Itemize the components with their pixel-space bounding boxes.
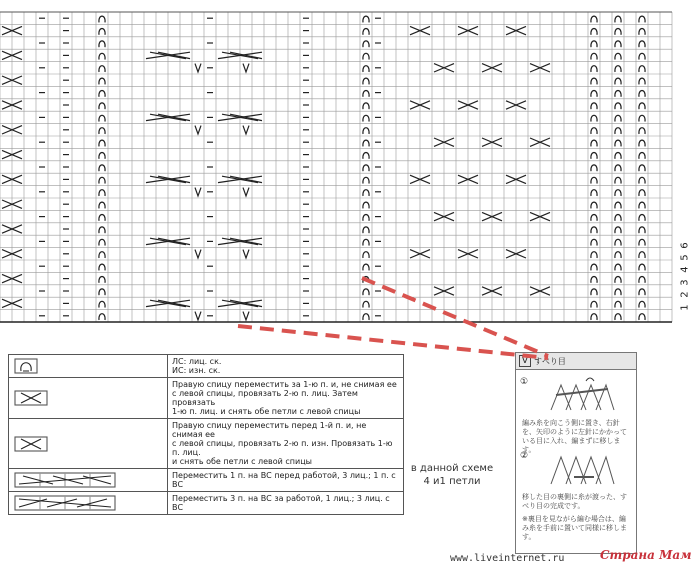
twisted-knit-mark xyxy=(99,165,105,171)
note-line-1: в данной схеме xyxy=(410,463,494,474)
legend-text-line: Правую спицу переместить за 1-ю п. и, не снимая ее xyxy=(172,380,397,389)
twisted-knit-mark xyxy=(99,277,105,283)
twisted-knit-mark xyxy=(363,264,369,270)
legend-table xyxy=(8,354,404,515)
twisted-knit-mark xyxy=(363,128,369,134)
legend-text-line: с левой спицы, провязать 2-ю п. изн. Провязать 1-ю п. лиц. xyxy=(172,439,393,457)
twisted-knit-mark xyxy=(363,78,369,84)
twisted-knit-mark xyxy=(591,103,597,109)
cable-3-1-front-icon xyxy=(13,472,153,488)
legend-text-cell xyxy=(168,469,404,492)
slip-stitch-mark xyxy=(195,312,201,320)
twisted-knit-mark xyxy=(639,215,645,221)
twisted-knit-mark xyxy=(639,41,645,47)
twisted-knit-mark xyxy=(591,264,597,270)
twisted-knit-mark xyxy=(615,239,621,245)
twisted-knit-mark xyxy=(591,202,597,208)
step-1-text: 編み糸を向こう側に置き、右針を、矢印のように左針にかかっている目に入れ、編まずに移します。 xyxy=(522,419,627,454)
legend-text-line: Переместить 3 п. на ВС за работой, 1 лиц.; 3 лиц. с ВС xyxy=(172,494,390,512)
brand-logo: Страна Мам xyxy=(600,548,692,562)
twisted-knit-mark xyxy=(591,29,597,35)
twisted-knit-mark xyxy=(363,29,369,35)
slip-stitch-mark xyxy=(243,126,249,134)
twisted-knit-mark xyxy=(363,103,369,109)
slip-stitch-mark xyxy=(243,64,249,72)
twisted-knit-mark xyxy=(639,227,645,233)
step-2-text: 移した目の裏側に糸が渡った、すべり目の完成です。 xyxy=(522,493,627,510)
twisted-knit-mark xyxy=(363,140,369,146)
slip-stitch-symbol: V xyxy=(519,355,531,367)
twisted-knit-mark xyxy=(99,190,105,196)
legend-text-line: ИС: изн. ск. xyxy=(172,366,221,375)
twisted-knit-mark xyxy=(99,177,105,183)
twisted-knit-mark xyxy=(363,153,369,159)
twisted-knit-mark xyxy=(639,153,645,159)
step-2-illustration xyxy=(546,449,616,489)
twisted-knit-mark xyxy=(639,314,645,320)
legend-row-cable-front xyxy=(9,469,404,492)
twisted-knit-mark xyxy=(363,190,369,196)
legend-symbol-cell xyxy=(9,469,168,492)
twisted-knit-mark xyxy=(363,16,369,22)
cable-3-1-back-icon xyxy=(13,495,153,511)
step-1-illustration xyxy=(546,375,616,415)
twisted-knit-mark xyxy=(639,177,645,183)
legend-text-cell xyxy=(168,492,404,515)
slip-stitch-mark xyxy=(243,250,249,258)
twisted-knit-mark xyxy=(99,29,105,35)
twisted-knit-mark xyxy=(363,53,369,59)
site-watermark: www.liveinternet.ru xyxy=(450,553,565,564)
twisted-knit-mark xyxy=(591,53,597,59)
legend-row-knit xyxy=(9,355,404,378)
twisted-knit-mark xyxy=(363,289,369,295)
row-number: 2 xyxy=(679,291,691,298)
twisted-knit-mark xyxy=(615,29,621,35)
legend-row-cross-right xyxy=(9,378,404,419)
twisted-knit-mark xyxy=(591,66,597,72)
twisted-knit-mark xyxy=(639,66,645,72)
twisted-knit-mark xyxy=(615,128,621,134)
row-number: 6 xyxy=(679,241,691,249)
scheme-note xyxy=(392,462,512,488)
row-number: 4 xyxy=(679,266,691,274)
slip-stitch-title: すべり目 xyxy=(534,357,566,366)
twisted-knit-mark xyxy=(591,277,597,283)
twisted-knit-mark xyxy=(615,165,621,171)
twisted-knit-mark xyxy=(591,140,597,146)
twisted-knit-mark xyxy=(363,252,369,258)
twisted-knit-mark xyxy=(99,239,105,245)
legend-symbol-cell xyxy=(9,378,168,419)
twisted-knit-mark xyxy=(591,91,597,97)
twisted-knit-mark xyxy=(591,177,597,183)
legend-text-cell xyxy=(168,378,404,419)
note-line-2: 4 и1 петли xyxy=(423,476,481,487)
twisted-knit-mark xyxy=(615,289,621,295)
twisted-knit-mark xyxy=(639,128,645,134)
twisted-knit-mark xyxy=(639,301,645,307)
twisted-knit-mark xyxy=(615,202,621,208)
twisted-knit-mark xyxy=(99,289,105,295)
row-number: 3 xyxy=(679,279,691,286)
legend-row-cross-left xyxy=(9,419,404,469)
legend-text-line: и снять обе петли с левой спицы xyxy=(172,457,312,466)
twisted-knit-mark xyxy=(615,140,621,146)
twisted-knit-mark xyxy=(639,103,645,109)
twisted-knit-mark xyxy=(639,16,645,22)
cross-stitch-icon xyxy=(13,390,153,406)
twisted-knit-mark xyxy=(615,103,621,109)
twisted-knit-mark xyxy=(639,289,645,295)
twisted-knit-mark xyxy=(615,314,621,320)
slip-stitch-mark xyxy=(243,312,249,320)
legend-text-line: 1-ю п. лиц. и снять обе петли с левой спицы xyxy=(172,407,361,416)
twisted-knit-mark xyxy=(363,227,369,233)
twisted-knit-mark xyxy=(639,91,645,97)
twisted-knit-mark xyxy=(99,91,105,97)
twisted-knit-mark xyxy=(615,277,621,283)
purl-side-note: ※裏目を見ながら編む場合は、編み糸を手前に置いて同様に移します。 xyxy=(522,515,627,541)
twisted-knit-mark xyxy=(615,190,621,196)
twisted-knit-mark xyxy=(363,202,369,208)
twisted-knit-mark xyxy=(615,53,621,59)
legend-symbol-cell xyxy=(9,419,168,469)
twisted-knit-mark xyxy=(591,165,597,171)
twisted-knit-mark xyxy=(363,91,369,97)
twisted-knit-mark xyxy=(615,66,621,72)
legend-symbol-cell xyxy=(9,492,168,515)
slip-stitch-mark xyxy=(195,188,201,196)
twisted-knit-mark xyxy=(639,239,645,245)
step-2-number: ② xyxy=(520,451,529,461)
twisted-knit-mark xyxy=(615,16,621,22)
twisted-knit-mark xyxy=(615,227,621,233)
twisted-knit-mark xyxy=(615,215,621,221)
legend-symbol-cell xyxy=(9,355,168,378)
legend-text-line: ЛС: лиц. ск. xyxy=(172,357,222,366)
twisted-knit-mark xyxy=(639,53,645,59)
twisted-knit-mark xyxy=(591,227,597,233)
legend-text-cell xyxy=(168,355,404,378)
twisted-knit-mark xyxy=(363,301,369,307)
twisted-knit-mark xyxy=(615,41,621,47)
twisted-knit-mark xyxy=(363,215,369,221)
twisted-knit-mark xyxy=(639,140,645,146)
twisted-knit-mark xyxy=(363,314,369,320)
twisted-knit-mark xyxy=(99,227,105,233)
twisted-knit-mark xyxy=(99,215,105,221)
twisted-knit-mark xyxy=(615,264,621,270)
twisted-knit-mark xyxy=(615,91,621,97)
twisted-knit-mark xyxy=(363,277,369,283)
twisted-knit-mark xyxy=(99,301,105,307)
twisted-knit-mark xyxy=(99,115,105,121)
twisted-knit-mark xyxy=(99,16,105,22)
twisted-knit-mark xyxy=(639,277,645,283)
twisted-knit-mark xyxy=(99,53,105,59)
twisted-knit-mark xyxy=(639,264,645,270)
slip-stitch-mark xyxy=(195,126,201,134)
row-number: 1 xyxy=(679,303,691,311)
twisted-knit-mark xyxy=(591,41,597,47)
twisted-knit-mark xyxy=(363,165,369,171)
step-1-number: ① xyxy=(520,377,529,387)
twisted-knit-mark xyxy=(99,66,105,72)
slip-stitch-header xyxy=(516,353,636,370)
twisted-knit-mark xyxy=(99,202,105,208)
twisted-knit-mark xyxy=(363,66,369,72)
legend-text-line: Переместить 1 п. на ВС перед работой, 3 лиц.; 1 п. с ВС xyxy=(172,471,396,489)
twisted-knit-mark xyxy=(591,215,597,221)
twisted-knit-mark xyxy=(99,314,105,320)
twisted-knit-mark xyxy=(99,41,105,47)
twisted-knit-mark xyxy=(363,177,369,183)
twisted-knit-mark xyxy=(591,78,597,84)
cross-stitch-icon xyxy=(13,436,153,452)
chart-gridlines xyxy=(0,12,672,322)
legend-text-line: с левой спицы, провязать 2-ю п. лиц. Затем провязать xyxy=(172,389,358,407)
twisted-knit-mark xyxy=(99,140,105,146)
twisted-knit-mark xyxy=(591,301,597,307)
twisted-knit-mark xyxy=(615,153,621,159)
slip-stitch-panel xyxy=(515,352,637,554)
twisted-knit-mark xyxy=(591,190,597,196)
slip-stitch-mark xyxy=(195,250,201,258)
twisted-knit-mark xyxy=(591,153,597,159)
twisted-knit-mark xyxy=(591,252,597,258)
twisted-knit-mark xyxy=(99,103,105,109)
twisted-knit-mark xyxy=(591,314,597,320)
twisted-knit-mark xyxy=(99,128,105,134)
twisted-knit-mark xyxy=(99,153,105,159)
twisted-knit-mark xyxy=(591,115,597,121)
twisted-knit-mark xyxy=(639,115,645,121)
twisted-knit-mark xyxy=(363,115,369,121)
twisted-knit-mark xyxy=(591,239,597,245)
legend-text-cell xyxy=(168,419,404,469)
twisted-knit-mark xyxy=(99,252,105,258)
twisted-knit-mark xyxy=(639,202,645,208)
twisted-knit-mark xyxy=(615,78,621,84)
knit-loop-icon xyxy=(13,358,153,374)
row-number: 5 xyxy=(679,254,691,261)
twisted-knit-mark xyxy=(615,252,621,258)
twisted-knit-mark xyxy=(639,252,645,258)
twisted-knit-mark xyxy=(99,78,105,84)
twisted-knit-mark xyxy=(591,289,597,295)
slip-stitch-mark xyxy=(243,188,249,196)
twisted-knit-mark xyxy=(591,128,597,134)
twisted-knit-mark xyxy=(639,190,645,196)
twisted-knit-mark xyxy=(363,239,369,245)
legend-text-line: Правую спицу переместить перед 1-й п. и, не снимая ее xyxy=(172,421,367,439)
twisted-knit-mark xyxy=(615,177,621,183)
legend-row-cable-back xyxy=(9,492,404,515)
twisted-knit-mark xyxy=(615,301,621,307)
twisted-knit-mark xyxy=(591,16,597,22)
twisted-knit-mark xyxy=(615,115,621,121)
twisted-knit-mark xyxy=(363,41,369,47)
twisted-knit-mark xyxy=(99,264,105,270)
slip-stitch-mark xyxy=(195,64,201,72)
twisted-knit-mark xyxy=(639,29,645,35)
twisted-knit-mark xyxy=(639,78,645,84)
twisted-knit-mark xyxy=(639,165,645,171)
